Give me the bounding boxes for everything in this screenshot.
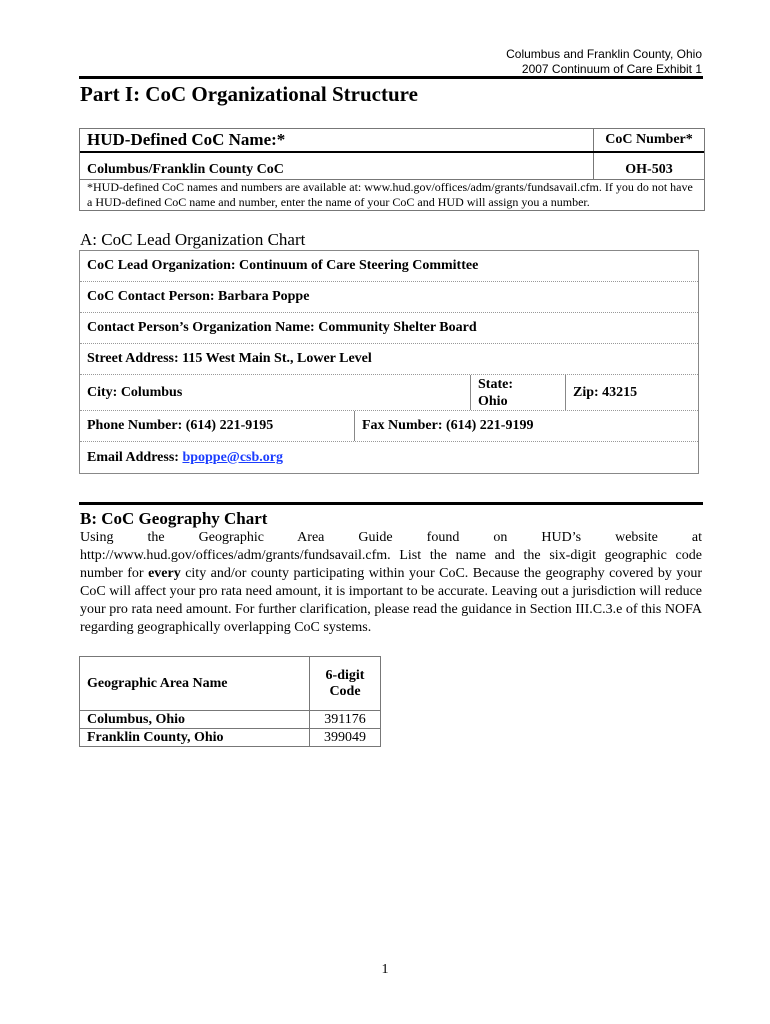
header-line-1: Columbus and Franklin County, Ohio bbox=[506, 47, 702, 61]
phone-fax-row bbox=[80, 411, 698, 442]
table-row bbox=[80, 729, 381, 747]
coc-name-label: HUD-Defined CoC Name:* bbox=[80, 129, 594, 151]
paragraph-emphasis: every bbox=[148, 566, 181, 581]
header-rule bbox=[79, 76, 703, 79]
section-b-rule bbox=[79, 502, 703, 505]
email-row bbox=[80, 442, 698, 473]
state-field bbox=[470, 375, 565, 410]
phone-field: Phone Number: (614) 221-9195 bbox=[87, 418, 274, 433]
fax-field: Fax Number: (614) 221-9199 bbox=[354, 411, 698, 441]
coc-header-row bbox=[80, 129, 704, 153]
city-field: City: Columbus bbox=[87, 384, 183, 400]
coc-note: *HUD-defined CoC names and numbers are available at: www.hud.gov/offices/adm/grants/fundsavail.cfm. If you do not have a HUD-defined CoC name and number, enter the name of your CoC and HUD will assign you a number. bbox=[87, 180, 693, 209]
section-b-title: B: CoC Geography Chart bbox=[80, 509, 268, 528]
section-b-paragraph bbox=[80, 529, 702, 637]
area-code-cell: 399049 bbox=[310, 729, 381, 747]
section-a-title: A: CoC Lead Organization Chart bbox=[80, 230, 306, 249]
lead-organization-chart bbox=[79, 250, 699, 474]
coc-name-value: Columbus/Franklin County CoC bbox=[80, 153, 594, 179]
state-label: State: bbox=[478, 376, 513, 392]
header-line-2: 2007 Continuum of Care Exhibit 1 bbox=[521, 62, 702, 76]
page-number: 1 bbox=[381, 962, 389, 977]
coc-value-row bbox=[80, 153, 704, 180]
street-field: Street Address: 115 West Main St., Lower Level bbox=[87, 351, 372, 366]
area-code-cell: 391176 bbox=[310, 711, 381, 729]
street-row bbox=[80, 344, 698, 375]
page-title: Part I: CoC Organizational Structure bbox=[80, 82, 418, 106]
header-code-line-2: Code bbox=[329, 683, 361, 699]
city-state-zip-row bbox=[80, 375, 698, 411]
paragraph-text-2: city and/or county participating within your CoC. Because the geography covered by your CoC will affect your pro rata need amount, it is important to be accurate. Leaving out a jurisdiction will reduce your pro rata need amount. For further clarification, please read the guidance in Section III.C.3.e of this NOFA regarding geographically overlapping CoC systems. bbox=[80, 566, 702, 635]
coc-name-box bbox=[79, 128, 705, 211]
email-link[interactable]: bpoppe@csb.org bbox=[182, 449, 283, 465]
paragraph-text-1: Using the Geographic Area Guide found on HUD’s website at http://www.hud.gov/offices/adm/grants/fundsavail.cfm. List the name and the six-digit geographic code number for bbox=[80, 530, 702, 581]
header-code-line-1: 6-digit bbox=[325, 667, 365, 683]
contact-person-field: CoC Contact Person: Barbara Poppe bbox=[87, 289, 310, 304]
area-name-cell: Franklin County, Ohio bbox=[80, 729, 310, 747]
contact-org-row bbox=[80, 313, 698, 344]
table-header-row bbox=[80, 657, 381, 711]
running-header bbox=[506, 47, 702, 77]
lead-org-field: CoC Lead Organization: Continuum of Care Steering Committee bbox=[87, 258, 479, 273]
contact-org-field: Contact Person’s Organization Name: Community Shelter Board bbox=[87, 320, 477, 335]
header-code bbox=[310, 657, 381, 711]
zip-field: Zip: 43215 bbox=[565, 375, 698, 410]
lead-org-row bbox=[80, 251, 698, 282]
coc-number-label: CoC Number* bbox=[605, 132, 693, 147]
contact-person-row bbox=[80, 282, 698, 313]
email-field bbox=[80, 450, 290, 466]
state-value: Ohio bbox=[478, 393, 508, 409]
table-row bbox=[80, 711, 381, 729]
email-label: Email Address: bbox=[87, 449, 179, 465]
header-area-name: Geographic Area Name bbox=[80, 657, 310, 711]
coc-number-value: OH-503 bbox=[625, 162, 673, 177]
area-name-cell: Columbus, Ohio bbox=[80, 711, 310, 729]
geography-table bbox=[79, 656, 381, 747]
